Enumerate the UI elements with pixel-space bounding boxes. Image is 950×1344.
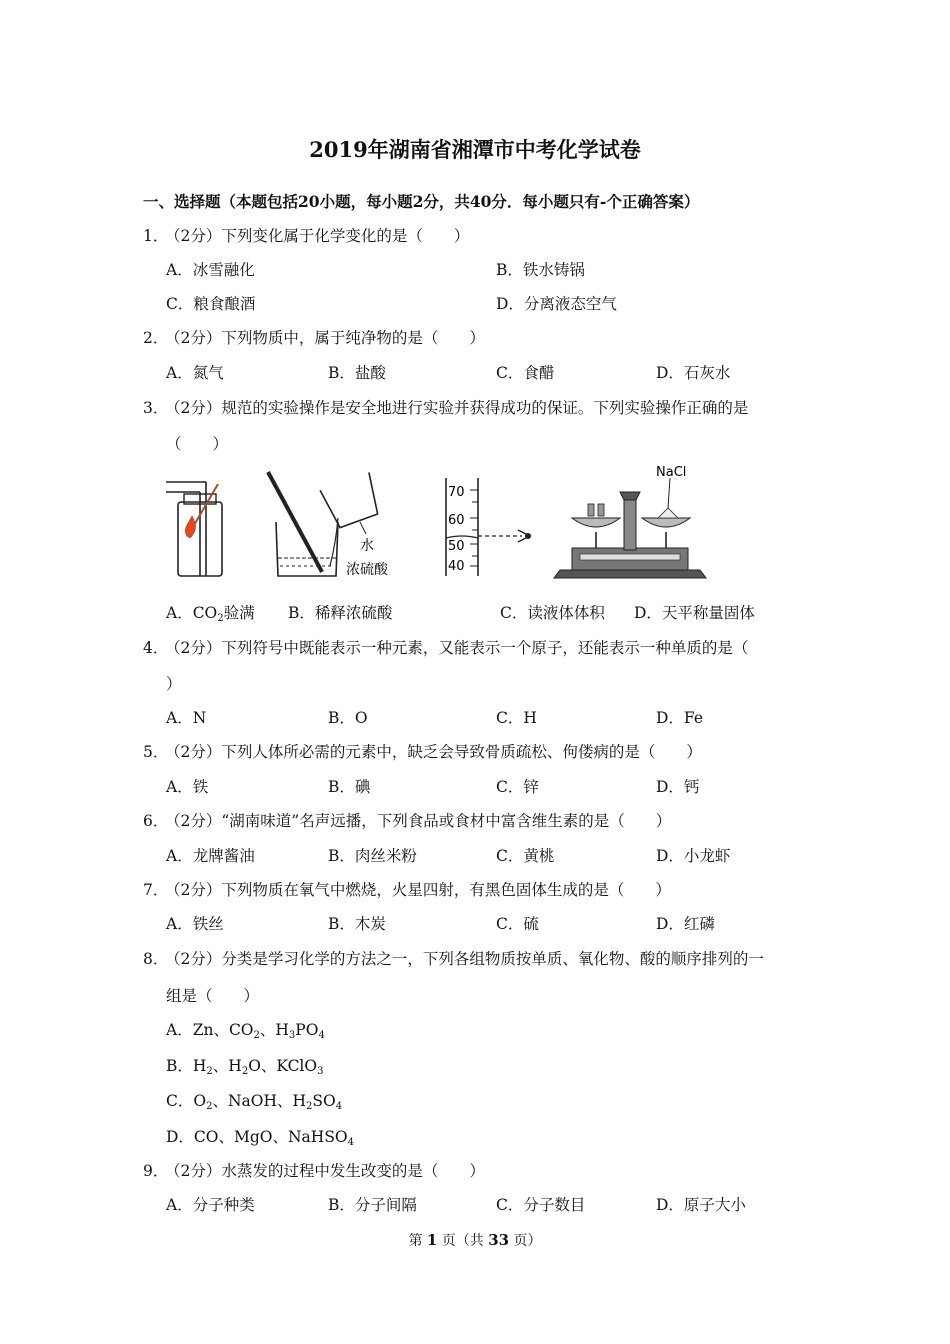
tick-50: 50	[448, 539, 465, 554]
q3-option-a: A．$CO_2$验满	[166, 604, 255, 624]
q5-option-c: C．锌	[496, 778, 539, 796]
section-heading: 一、选择题（本题包括20小题，每小题2分，共40分．每小题只有-个正确答案）	[143, 192, 700, 211]
q2-option-d: D．石灰水	[656, 364, 731, 382]
question-3-cont: （ ）	[166, 435, 229, 453]
dilution-figure	[268, 472, 389, 578]
question-3: 3．（2分）规范的实验操作是安全地进行实验并获得成功的保证。下列实验操作正确的是	[143, 399, 749, 417]
q1-option-c: C．粮食酿酒	[166, 295, 256, 313]
q4-option-b: B．O	[328, 709, 368, 727]
question-4: 4．（2分）下列符号中既能表示一种元素，又能表示一个原子，还能表示一种单质的是（	[143, 639, 749, 657]
q5-option-b: B．碘	[328, 778, 371, 796]
question-2: 2．（2分）下列物质中，属于纯净物的是（ ）	[143, 329, 485, 347]
q4-option-d: D．Fe	[656, 709, 704, 727]
current-page: 1	[426, 1231, 438, 1249]
q3-option-d: D．天平称量固体	[634, 604, 755, 622]
conc-acid-label: 浓硫酸	[346, 562, 388, 578]
q7-option-d: D．红磷	[656, 915, 715, 933]
q6-option-a: A．龙牌酱油	[166, 847, 255, 865]
q8-option-c: C．$O_2$、NaOH、$H_2SO_4$	[166, 1092, 343, 1112]
balance-figure	[554, 465, 706, 578]
q6-option-b: B．肉丝米粉	[328, 847, 417, 865]
q8-option-b: B．$H_2$、$H_2O$、KClO$_3$	[166, 1057, 324, 1077]
q9-option-c: C．分子数目	[496, 1196, 586, 1214]
q6-option-d: D．小龙虾	[656, 847, 731, 865]
q9-option-a: A．分子种类	[166, 1196, 255, 1214]
exam-title: 2019年湖南省湘潭市中考化学试卷	[309, 137, 641, 162]
q5-option-d: D．钙	[656, 778, 700, 796]
question-6: 6．（2分）“湖南味道”名声远播，下列食品或食材中富含维生素的是（ ）	[143, 812, 672, 830]
question-8: 8．（2分）分类是学习化学的方法之一，下列各组物质按单质、氧化物、酸的顺序排列的一	[143, 950, 764, 968]
question-8-cont: 组是（ ）	[166, 987, 260, 1005]
q1-option-d: D．分离液态空气	[496, 295, 617, 313]
q1-option-a: A．冰雪融化	[166, 261, 255, 279]
question-9: 9．（2分）水蒸发的过程中发生改变的是（ ）	[143, 1162, 485, 1180]
q8-option-d: D．CO、MgO、NaHSO$_4$	[166, 1128, 355, 1148]
gas-bottle-figure	[166, 482, 222, 576]
q2-option-c: C．食醋	[496, 364, 555, 382]
question-5: 5．（2分）下列人体所必需的元素中，缺乏会导致骨质疏松、佝偻病的是（ ）	[143, 743, 702, 761]
q1-option-b: B．铁水铸锅	[496, 261, 585, 279]
q4-option-c: C．H	[496, 709, 537, 727]
tick-40: 40	[448, 559, 465, 574]
q2-option-a: A．氮气	[166, 364, 224, 382]
q3-option-c: C．读液体体积	[500, 604, 605, 622]
q3-option-b: B．稀释浓硫酸	[288, 604, 393, 622]
q9-option-b: B．分子间隔	[328, 1196, 417, 1214]
q8-option-a: A．Zn、$CO_2$、$H_3PO_4$	[166, 1021, 325, 1041]
question-4-cont: ）	[166, 675, 182, 693]
q7-option-a: A．铁丝	[166, 915, 224, 933]
q7-option-c: C．硫	[496, 915, 539, 933]
water-label: 水	[360, 538, 374, 554]
q2-option-b: B．盐酸	[328, 364, 386, 382]
q6-option-c: C．黄桃	[496, 847, 555, 865]
q5-option-a: A．铁	[166, 778, 209, 796]
q9-option-d: D．原子大小	[656, 1196, 746, 1214]
page-footer: 第 1 页（共 33 页）	[408, 1231, 542, 1249]
graduated-cylinder-figure	[446, 478, 531, 576]
total-pages: 33	[488, 1231, 510, 1249]
tick-70: 70	[448, 485, 465, 500]
tick-60: 60	[448, 513, 465, 528]
q7-option-b: B．木炭	[328, 915, 386, 933]
question-1: 1．（2分）下列变化属于化学变化的是（ ）	[143, 227, 470, 245]
question-7: 7．（2分）下列物质在氧气中燃烧，火星四射，有黑色固体生成的是（ ）	[143, 881, 671, 899]
nacl-label: NaCl	[656, 465, 687, 480]
q4-option-a: A．N	[166, 709, 207, 727]
q3-figure-strip	[160, 462, 720, 582]
